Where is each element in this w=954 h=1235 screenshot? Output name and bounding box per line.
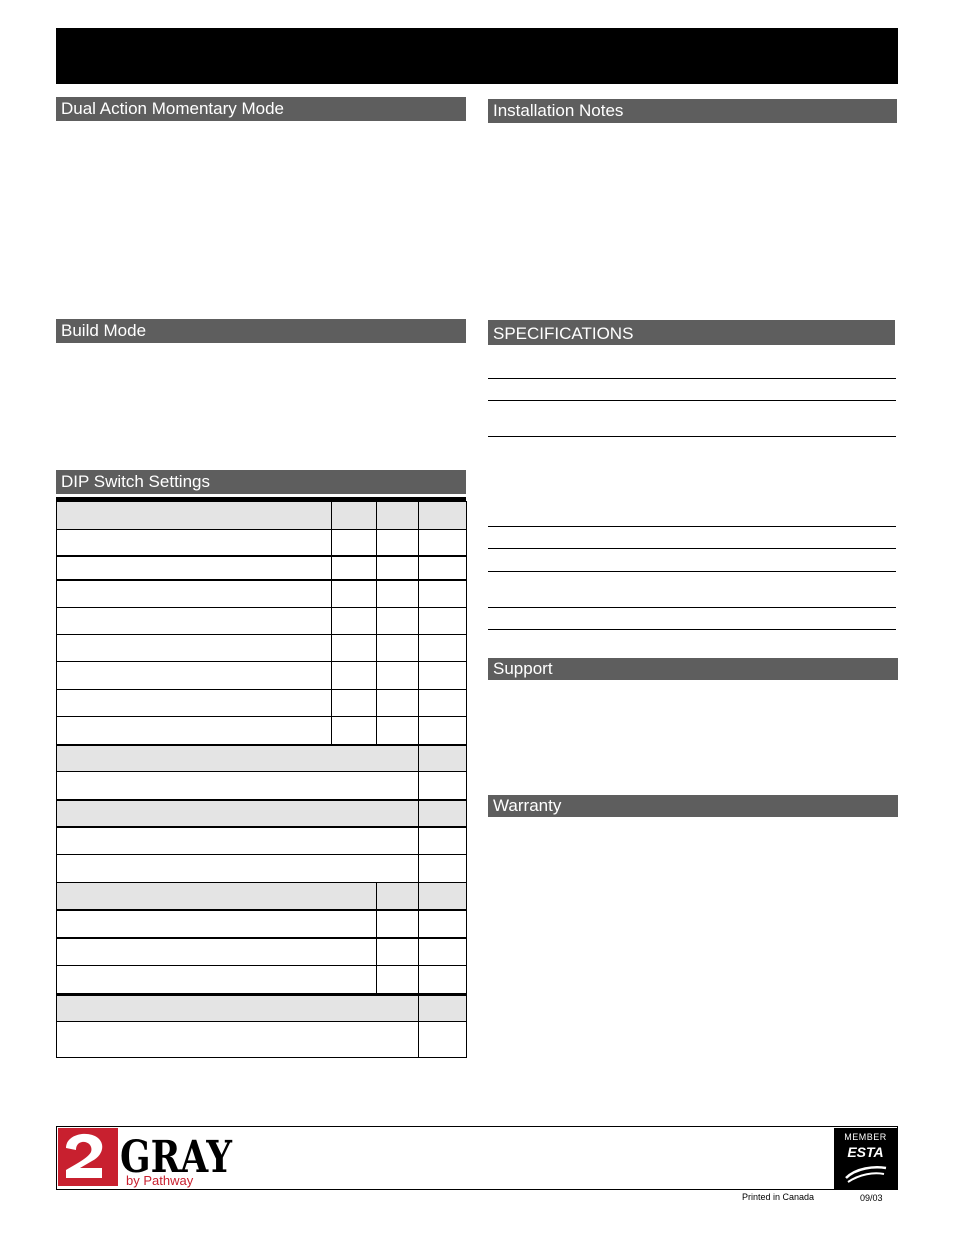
dip-table-cell bbox=[376, 909, 419, 938]
dip-table-cell bbox=[418, 634, 467, 662]
dip-table-cell bbox=[418, 937, 467, 966]
esta-member-label: MEMBER bbox=[844, 1132, 887, 1142]
dip-table-cell bbox=[331, 689, 377, 717]
esta-swoosh-icon bbox=[844, 1162, 888, 1184]
dip-table-header-cell bbox=[418, 993, 467, 1022]
dip-table-cell bbox=[56, 1021, 419, 1058]
dip-table-cell bbox=[376, 579, 419, 608]
top-title-bar bbox=[56, 28, 898, 84]
dip-table-cell bbox=[331, 529, 377, 556]
section-header-support: Support bbox=[488, 658, 898, 680]
dip-table-cell bbox=[376, 716, 419, 745]
svg-text:by Pathway: by Pathway bbox=[126, 1173, 194, 1188]
dip-table-header-cell bbox=[56, 744, 419, 772]
dip-table-header-cell bbox=[376, 882, 419, 910]
dip-table-cell bbox=[56, 909, 377, 938]
dip-table-cell bbox=[56, 937, 377, 966]
dip-table-cell bbox=[331, 555, 377, 580]
dip-table-header-cell bbox=[418, 501, 467, 530]
spec-rule bbox=[488, 400, 896, 401]
dip-table-cell bbox=[331, 634, 377, 662]
dip-table-cell bbox=[418, 771, 467, 800]
dip-table-cell bbox=[331, 661, 377, 690]
dip-table-header-cell bbox=[331, 501, 377, 530]
dip-table-cell bbox=[56, 607, 332, 635]
dip-table-header-cell bbox=[418, 882, 467, 910]
dip-table-cell bbox=[56, 689, 332, 717]
dip-table-cell bbox=[331, 579, 377, 608]
section-header-specifications: SPECIFICATIONS bbox=[488, 320, 895, 345]
esta-member-badge bbox=[834, 1128, 897, 1190]
dip-table-cell bbox=[418, 529, 467, 556]
dip-table-cell bbox=[418, 826, 467, 855]
dip-table-cell bbox=[418, 555, 467, 580]
dip-table-header-cell bbox=[56, 501, 332, 530]
spec-rule bbox=[488, 378, 896, 379]
spec-rule bbox=[488, 548, 896, 549]
spec-rule bbox=[488, 436, 896, 437]
dip-table-cell bbox=[376, 661, 419, 690]
dip-table-header-cell bbox=[418, 744, 467, 772]
dip-table-cell bbox=[418, 716, 467, 745]
spec-rule bbox=[488, 526, 896, 527]
section-header-installation: Installation Notes bbox=[488, 99, 897, 123]
spec-rule bbox=[488, 607, 896, 608]
dip-table-cell bbox=[418, 1021, 467, 1058]
svg-text:GRAY: GRAY bbox=[120, 1132, 233, 1183]
dip-table-cell bbox=[56, 854, 419, 883]
dip-table-header-cell bbox=[56, 993, 419, 1022]
section-header-dual-action: Dual Action Momentary Mode bbox=[56, 97, 466, 121]
dip-table-cell bbox=[56, 965, 377, 994]
dip-table-cell bbox=[418, 607, 467, 635]
dip-table-cell bbox=[331, 716, 377, 745]
dip-table-cell bbox=[376, 937, 419, 966]
dip-table-header-cell bbox=[418, 799, 467, 827]
section-header-warranty: Warranty bbox=[488, 795, 898, 817]
dip-table-cell bbox=[56, 716, 332, 745]
dip-table-cell bbox=[56, 634, 332, 662]
dip-table-cell bbox=[331, 607, 377, 635]
print-date: 09/03 bbox=[860, 1193, 883, 1203]
dip-table-cell bbox=[376, 634, 419, 662]
dip-table-cell bbox=[418, 909, 467, 938]
dip-table-header-cell bbox=[56, 882, 377, 910]
dip-table-cell bbox=[418, 854, 467, 883]
dip-table-cell bbox=[418, 965, 467, 994]
dip-table-cell bbox=[56, 661, 332, 690]
dip-table-cell bbox=[376, 965, 419, 994]
dip-table-cell bbox=[56, 826, 419, 855]
dip-table-cell bbox=[418, 661, 467, 690]
printed-in-canada: Printed in Canada bbox=[742, 1192, 815, 1202]
dip-table-cell bbox=[56, 579, 332, 608]
section-header-dip-switch: DIP Switch Settings bbox=[56, 470, 466, 494]
dip-table-cell bbox=[56, 529, 332, 556]
dip-table-cell bbox=[376, 607, 419, 635]
dip-table-cell bbox=[418, 579, 467, 608]
dip-table-cell bbox=[56, 771, 419, 800]
dip-table-cell bbox=[418, 689, 467, 717]
dip-table-cell bbox=[376, 529, 419, 556]
esta-word: ESTA bbox=[847, 1144, 884, 1160]
dip-table-header-cell bbox=[376, 501, 419, 530]
section-header-build-mode: Build Mode bbox=[56, 319, 466, 343]
dip-table-cell bbox=[56, 555, 332, 580]
spec-rule bbox=[488, 629, 896, 630]
dip-table-header-cell bbox=[56, 799, 419, 827]
dip-table-cell bbox=[376, 689, 419, 717]
spec-rule bbox=[488, 571, 896, 572]
dip-table-cell bbox=[376, 555, 419, 580]
gray-logo bbox=[58, 1128, 238, 1188]
